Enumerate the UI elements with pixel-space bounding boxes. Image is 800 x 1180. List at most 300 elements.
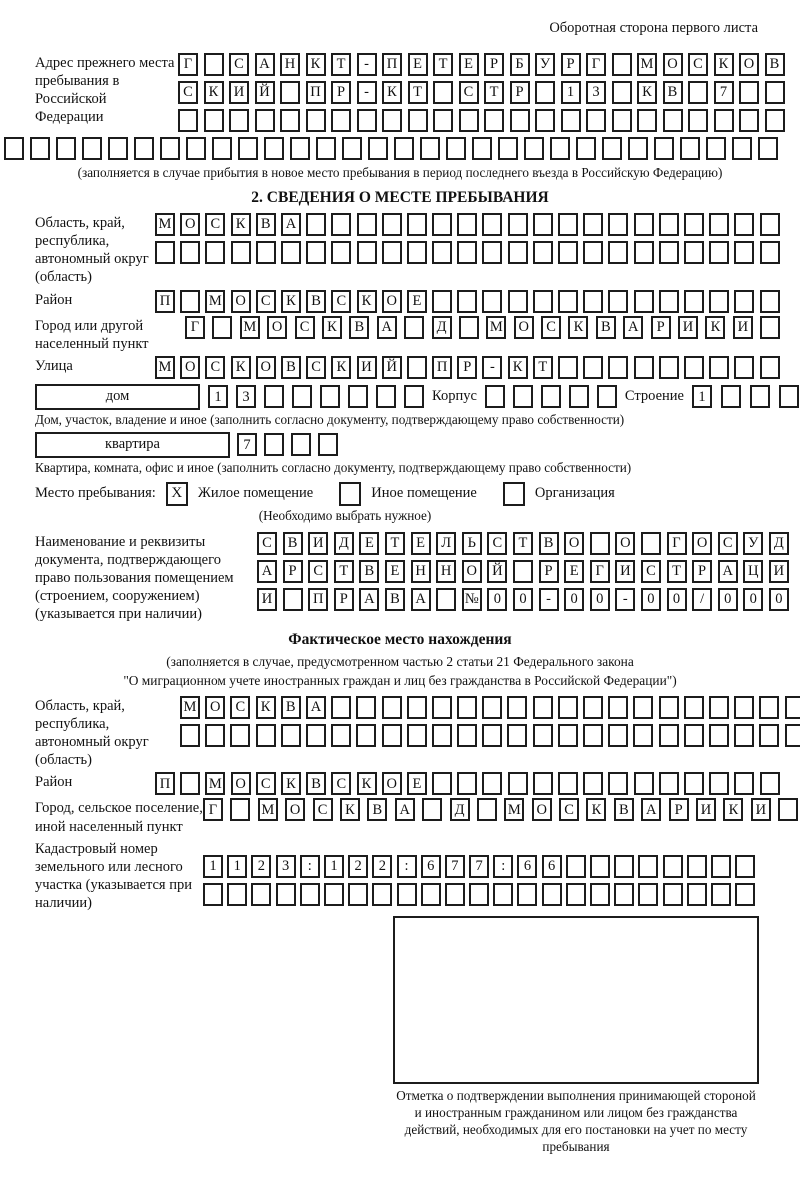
char-cell[interactable] (4, 137, 24, 160)
char-cell[interactable]: - (357, 81, 377, 104)
char-cell[interactable] (283, 588, 303, 611)
char-cell[interactable]: 6 (421, 855, 441, 878)
char-cell[interactable]: В (306, 772, 326, 795)
char-cell[interactable]: М (180, 696, 200, 719)
char-cell[interactable]: Д (334, 532, 354, 555)
char-cell[interactable] (637, 109, 657, 132)
char-cell[interactable]: В (281, 696, 301, 719)
char-cell[interactable] (709, 724, 729, 747)
char-cell[interactable]: И (678, 316, 698, 339)
char-cell[interactable] (533, 772, 553, 795)
char-cell[interactable] (281, 241, 301, 264)
char-cell[interactable]: Р (457, 356, 477, 379)
char-cell[interactable] (472, 137, 492, 160)
char-cell[interactable]: К (256, 696, 276, 719)
char-cell[interactable] (533, 724, 553, 747)
char-cell[interactable] (457, 241, 477, 264)
char-cell[interactable]: Г (590, 560, 610, 583)
char-cell[interactable] (612, 81, 632, 104)
char-cell[interactable]: 1 (227, 855, 247, 878)
char-cell[interactable]: Т (484, 81, 504, 104)
char-cell[interactable]: К (231, 356, 251, 379)
char-cell[interactable] (482, 290, 502, 313)
char-cell[interactable] (583, 213, 603, 236)
char-cell[interactable] (264, 385, 284, 408)
char-cell[interactable]: 0 (564, 588, 584, 611)
char-cell[interactable] (739, 109, 759, 132)
char-cell[interactable] (779, 385, 799, 408)
char-cell[interactable] (280, 81, 300, 104)
char-cell[interactable]: К (357, 290, 377, 313)
char-cell[interactable] (734, 356, 754, 379)
char-cell[interactable]: К (281, 772, 301, 795)
char-cell[interactable]: Р (651, 316, 671, 339)
char-cell[interactable]: Т (385, 532, 405, 555)
char-cell[interactable] (433, 109, 453, 132)
char-cell[interactable] (203, 883, 223, 906)
char-cell[interactable] (227, 883, 247, 906)
char-cell[interactable] (533, 290, 553, 313)
char-cell[interactable]: Ц (743, 560, 763, 583)
char-cell[interactable]: К (508, 356, 528, 379)
char-cell[interactable] (524, 137, 544, 160)
char-cell[interactable]: 0 (769, 588, 789, 611)
char-cell[interactable]: К (586, 798, 606, 821)
char-cell[interactable] (382, 241, 402, 264)
char-cell[interactable] (659, 356, 679, 379)
char-cell[interactable] (734, 772, 754, 795)
char-cell[interactable]: В (306, 290, 326, 313)
char-cell[interactable]: 3 (236, 385, 256, 408)
char-cell[interactable]: О (231, 772, 251, 795)
char-cell[interactable]: М (486, 316, 506, 339)
char-cell[interactable] (714, 109, 734, 132)
char-cell[interactable] (558, 290, 578, 313)
char-cell[interactable]: Е (411, 532, 431, 555)
char-cell[interactable] (320, 385, 340, 408)
char-cell[interactable]: О (256, 356, 276, 379)
char-cell[interactable] (376, 385, 396, 408)
char-cell[interactable] (659, 290, 679, 313)
char-cell[interactable]: П (308, 588, 328, 611)
char-cell[interactable] (316, 137, 336, 160)
char-cell[interactable]: Л (436, 532, 456, 555)
char-cell[interactable]: А (395, 798, 415, 821)
char-cell[interactable]: 0 (641, 588, 661, 611)
char-cell[interactable] (508, 290, 528, 313)
char-cell[interactable] (251, 883, 271, 906)
char-cell[interactable] (590, 883, 610, 906)
char-cell[interactable]: А (641, 798, 661, 821)
char-cell[interactable]: С (205, 356, 225, 379)
char-cell[interactable]: Т (331, 53, 351, 76)
char-cell[interactable]: К (723, 798, 743, 821)
char-cell[interactable] (180, 724, 200, 747)
char-cell[interactable] (178, 109, 198, 132)
char-cell[interactable] (760, 772, 780, 795)
char-cell[interactable]: 0 (667, 588, 687, 611)
char-cell[interactable]: 3 (586, 81, 606, 104)
char-cell[interactable] (482, 772, 502, 795)
char-cell[interactable] (541, 385, 561, 408)
char-cell[interactable] (558, 724, 578, 747)
char-cell[interactable] (231, 241, 251, 264)
char-cell[interactable] (785, 696, 800, 719)
char-cell[interactable] (583, 356, 603, 379)
char-cell[interactable]: Б (510, 53, 530, 76)
checkbox-other-premises[interactable] (339, 482, 361, 506)
char-cell[interactable]: О (231, 290, 251, 313)
char-cell[interactable]: А (718, 560, 738, 583)
char-cell[interactable] (734, 696, 754, 719)
char-cell[interactable] (659, 696, 679, 719)
char-cell[interactable]: С (459, 81, 479, 104)
char-cell[interactable] (533, 696, 553, 719)
char-cell[interactable]: К (340, 798, 360, 821)
char-cell[interactable]: С (541, 316, 561, 339)
char-cell[interactable] (684, 724, 704, 747)
char-cell[interactable]: П (155, 772, 175, 795)
char-cell[interactable]: А (257, 560, 277, 583)
char-cell[interactable]: О (382, 290, 402, 313)
char-cell[interactable] (608, 696, 628, 719)
char-cell[interactable] (469, 883, 489, 906)
char-cell[interactable]: К (705, 316, 725, 339)
char-cell[interactable]: В (256, 213, 276, 236)
char-cell[interactable] (256, 241, 276, 264)
char-cell[interactable] (457, 772, 477, 795)
char-cell[interactable] (558, 213, 578, 236)
char-cell[interactable] (432, 724, 452, 747)
char-cell[interactable]: Т (533, 356, 553, 379)
char-cell[interactable] (709, 241, 729, 264)
char-cell[interactable] (608, 724, 628, 747)
char-cell[interactable]: 1 (208, 385, 228, 408)
char-cell[interactable] (513, 385, 533, 408)
char-cell[interactable] (734, 290, 754, 313)
char-cell[interactable] (583, 772, 603, 795)
char-cell[interactable] (204, 109, 224, 132)
char-cell[interactable]: Д (769, 532, 789, 555)
char-cell[interactable]: 6 (517, 855, 537, 878)
char-cell[interactable]: С (205, 213, 225, 236)
char-cell[interactable] (446, 137, 466, 160)
char-cell[interactable] (459, 109, 479, 132)
char-cell[interactable]: А (411, 588, 431, 611)
char-cell[interactable] (734, 724, 754, 747)
char-cell[interactable]: Е (359, 532, 379, 555)
char-cell[interactable] (634, 213, 654, 236)
char-cell[interactable] (583, 241, 603, 264)
char-cell[interactable] (407, 213, 427, 236)
char-cell[interactable] (711, 855, 731, 878)
char-cell[interactable]: В (539, 532, 559, 555)
char-cell[interactable]: 1 (203, 855, 223, 878)
char-cell[interactable] (734, 241, 754, 264)
char-cell[interactable] (659, 213, 679, 236)
char-cell[interactable] (614, 883, 634, 906)
char-cell[interactable] (533, 241, 553, 264)
char-cell[interactable] (357, 109, 377, 132)
char-cell[interactable] (711, 883, 731, 906)
char-cell[interactable] (264, 433, 284, 456)
char-cell[interactable]: А (281, 213, 301, 236)
char-cell[interactable] (459, 316, 479, 339)
char-cell[interactable]: С (178, 81, 198, 104)
char-cell[interactable] (404, 316, 424, 339)
char-cell[interactable]: И (733, 316, 753, 339)
char-cell[interactable] (778, 798, 798, 821)
char-cell[interactable] (255, 109, 275, 132)
char-cell[interactable]: О (615, 532, 635, 555)
char-cell[interactable]: М (155, 356, 175, 379)
char-cell[interactable]: Г (586, 53, 606, 76)
char-cell[interactable]: И (308, 532, 328, 555)
char-cell[interactable] (397, 883, 417, 906)
char-cell[interactable] (633, 696, 653, 719)
char-cell[interactable]: Р (669, 798, 689, 821)
char-cell[interactable]: 7 (237, 433, 257, 456)
char-cell[interactable]: Г (667, 532, 687, 555)
char-cell[interactable] (634, 241, 654, 264)
char-cell[interactable] (318, 433, 338, 456)
char-cell[interactable]: С (257, 532, 277, 555)
char-cell[interactable] (663, 855, 683, 878)
char-cell[interactable] (186, 137, 206, 160)
char-cell[interactable] (436, 588, 456, 611)
char-cell[interactable] (348, 883, 368, 906)
char-cell[interactable] (368, 137, 388, 160)
char-cell[interactable] (760, 356, 780, 379)
char-cell[interactable]: В (367, 798, 387, 821)
char-cell[interactable] (608, 356, 628, 379)
char-cell[interactable] (180, 241, 200, 264)
char-cell[interactable] (180, 772, 200, 795)
char-cell[interactable] (404, 385, 424, 408)
char-cell[interactable]: О (205, 696, 225, 719)
char-cell[interactable] (433, 81, 453, 104)
char-cell[interactable] (663, 109, 683, 132)
char-cell[interactable]: : (397, 855, 417, 878)
char-cell[interactable]: Й (487, 560, 507, 583)
char-cell[interactable] (765, 81, 785, 104)
char-cell[interactable]: Т (667, 560, 687, 583)
char-cell[interactable] (634, 772, 654, 795)
char-cell[interactable] (735, 855, 755, 878)
char-cell[interactable] (306, 109, 326, 132)
char-cell[interactable] (457, 213, 477, 236)
char-cell[interactable]: Н (411, 560, 431, 583)
char-cell[interactable]: О (285, 798, 305, 821)
char-cell[interactable]: 3 (276, 855, 296, 878)
char-cell[interactable] (688, 81, 708, 104)
char-cell[interactable] (510, 109, 530, 132)
char-cell[interactable]: № (462, 588, 482, 611)
char-cell[interactable] (659, 241, 679, 264)
char-cell[interactable] (634, 356, 654, 379)
char-cell[interactable]: О (514, 316, 534, 339)
char-cell[interactable]: Р (283, 560, 303, 583)
char-cell[interactable] (291, 433, 311, 456)
char-cell[interactable] (407, 696, 427, 719)
char-cell[interactable]: К (322, 316, 342, 339)
char-cell[interactable] (357, 213, 377, 236)
char-cell[interactable]: / (692, 588, 712, 611)
char-cell[interactable] (356, 724, 376, 747)
char-cell[interactable]: С (313, 798, 333, 821)
char-cell[interactable]: В (349, 316, 369, 339)
char-cell[interactable]: С (295, 316, 315, 339)
char-cell[interactable]: : (300, 855, 320, 878)
char-cell[interactable]: С (230, 696, 250, 719)
char-cell[interactable] (205, 724, 225, 747)
char-cell[interactable] (331, 724, 351, 747)
char-cell[interactable] (407, 724, 427, 747)
char-cell[interactable]: Й (255, 81, 275, 104)
char-cell[interactable]: Р (561, 53, 581, 76)
char-cell[interactable] (561, 109, 581, 132)
char-cell[interactable] (155, 241, 175, 264)
char-cell[interactable] (306, 724, 326, 747)
char-cell[interactable] (586, 109, 606, 132)
char-cell[interactable] (612, 53, 632, 76)
char-cell[interactable] (445, 883, 465, 906)
char-cell[interactable]: О (462, 560, 482, 583)
char-cell[interactable]: М (240, 316, 260, 339)
char-cell[interactable]: Р (692, 560, 712, 583)
char-cell[interactable] (484, 109, 504, 132)
char-cell[interactable]: - (482, 356, 502, 379)
char-cell[interactable]: И (751, 798, 771, 821)
char-cell[interactable] (758, 137, 778, 160)
char-cell[interactable] (300, 883, 320, 906)
char-cell[interactable]: - (357, 53, 377, 76)
char-cell[interactable] (684, 241, 704, 264)
char-cell[interactable] (276, 883, 296, 906)
char-cell[interactable] (407, 241, 427, 264)
char-cell[interactable] (280, 109, 300, 132)
char-cell[interactable] (485, 385, 505, 408)
char-cell[interactable]: О (663, 53, 683, 76)
char-cell[interactable] (357, 241, 377, 264)
char-cell[interactable] (706, 137, 726, 160)
char-cell[interactable] (633, 724, 653, 747)
char-cell[interactable]: 2 (251, 855, 271, 878)
char-cell[interactable]: Р (334, 588, 354, 611)
char-cell[interactable] (765, 109, 785, 132)
char-cell[interactable]: Т (433, 53, 453, 76)
char-cell[interactable]: Н (280, 53, 300, 76)
char-cell[interactable] (583, 696, 603, 719)
char-cell[interactable]: Р (539, 560, 559, 583)
char-cell[interactable]: С (718, 532, 738, 555)
char-cell[interactable] (482, 724, 502, 747)
char-cell[interactable]: В (614, 798, 634, 821)
char-cell[interactable]: И (229, 81, 249, 104)
char-cell[interactable] (759, 724, 779, 747)
char-cell[interactable] (680, 137, 700, 160)
char-cell[interactable] (342, 137, 362, 160)
char-cell[interactable] (684, 356, 704, 379)
char-cell[interactable]: Е (407, 772, 427, 795)
char-cell[interactable] (684, 772, 704, 795)
char-cell[interactable]: Г (185, 316, 205, 339)
char-cell[interactable] (709, 696, 729, 719)
char-cell[interactable]: Е (407, 290, 427, 313)
char-cell[interactable]: К (714, 53, 734, 76)
char-cell[interactable] (238, 137, 258, 160)
char-cell[interactable]: 0 (487, 588, 507, 611)
char-cell[interactable] (420, 137, 440, 160)
char-cell[interactable]: Н (436, 560, 456, 583)
char-cell[interactable]: С (487, 532, 507, 555)
checkbox-organization[interactable] (503, 482, 525, 506)
char-cell[interactable] (732, 137, 752, 160)
char-cell[interactable]: Р (484, 53, 504, 76)
char-cell[interactable]: М (205, 772, 225, 795)
char-cell[interactable] (739, 81, 759, 104)
char-cell[interactable] (602, 137, 622, 160)
char-cell[interactable]: М (205, 290, 225, 313)
char-cell[interactable]: С (306, 356, 326, 379)
char-cell[interactable]: К (382, 81, 402, 104)
char-cell[interactable] (507, 696, 527, 719)
char-cell[interactable]: И (769, 560, 789, 583)
char-cell[interactable] (205, 241, 225, 264)
char-cell[interactable]: 0 (513, 588, 533, 611)
char-cell[interactable] (331, 213, 351, 236)
char-cell[interactable] (508, 772, 528, 795)
checkbox-residential[interactable]: X (166, 482, 188, 506)
char-cell[interactable]: И (615, 560, 635, 583)
char-cell[interactable] (659, 724, 679, 747)
char-cell[interactable] (760, 316, 780, 339)
char-cell[interactable]: 7 (469, 855, 489, 878)
char-cell[interactable]: Р (331, 81, 351, 104)
char-cell[interactable]: С (641, 560, 661, 583)
char-cell[interactable] (493, 883, 513, 906)
char-cell[interactable]: С (688, 53, 708, 76)
char-cell[interactable] (348, 385, 368, 408)
char-cell[interactable] (760, 241, 780, 264)
char-cell[interactable]: - (539, 588, 559, 611)
char-cell[interactable] (684, 290, 704, 313)
char-cell[interactable] (180, 290, 200, 313)
char-cell[interactable] (550, 137, 570, 160)
char-cell[interactable] (408, 109, 428, 132)
char-cell[interactable]: 0 (743, 588, 763, 611)
char-cell[interactable] (432, 290, 452, 313)
char-cell[interactable] (331, 241, 351, 264)
char-cell[interactable]: В (283, 532, 303, 555)
char-cell[interactable]: С (559, 798, 579, 821)
char-cell[interactable] (30, 137, 50, 160)
char-cell[interactable]: Ь (462, 532, 482, 555)
char-cell[interactable]: К (281, 290, 301, 313)
char-cell[interactable]: А (255, 53, 275, 76)
char-cell[interactable] (734, 213, 754, 236)
char-cell[interactable]: П (432, 356, 452, 379)
char-cell[interactable] (709, 290, 729, 313)
char-cell[interactable]: 0 (718, 588, 738, 611)
char-cell[interactable] (482, 241, 502, 264)
char-cell[interactable]: 6 (542, 855, 562, 878)
char-cell[interactable]: Г (178, 53, 198, 76)
char-cell[interactable] (229, 109, 249, 132)
char-cell[interactable] (281, 724, 301, 747)
char-cell[interactable]: - (615, 588, 635, 611)
char-cell[interactable] (230, 724, 250, 747)
